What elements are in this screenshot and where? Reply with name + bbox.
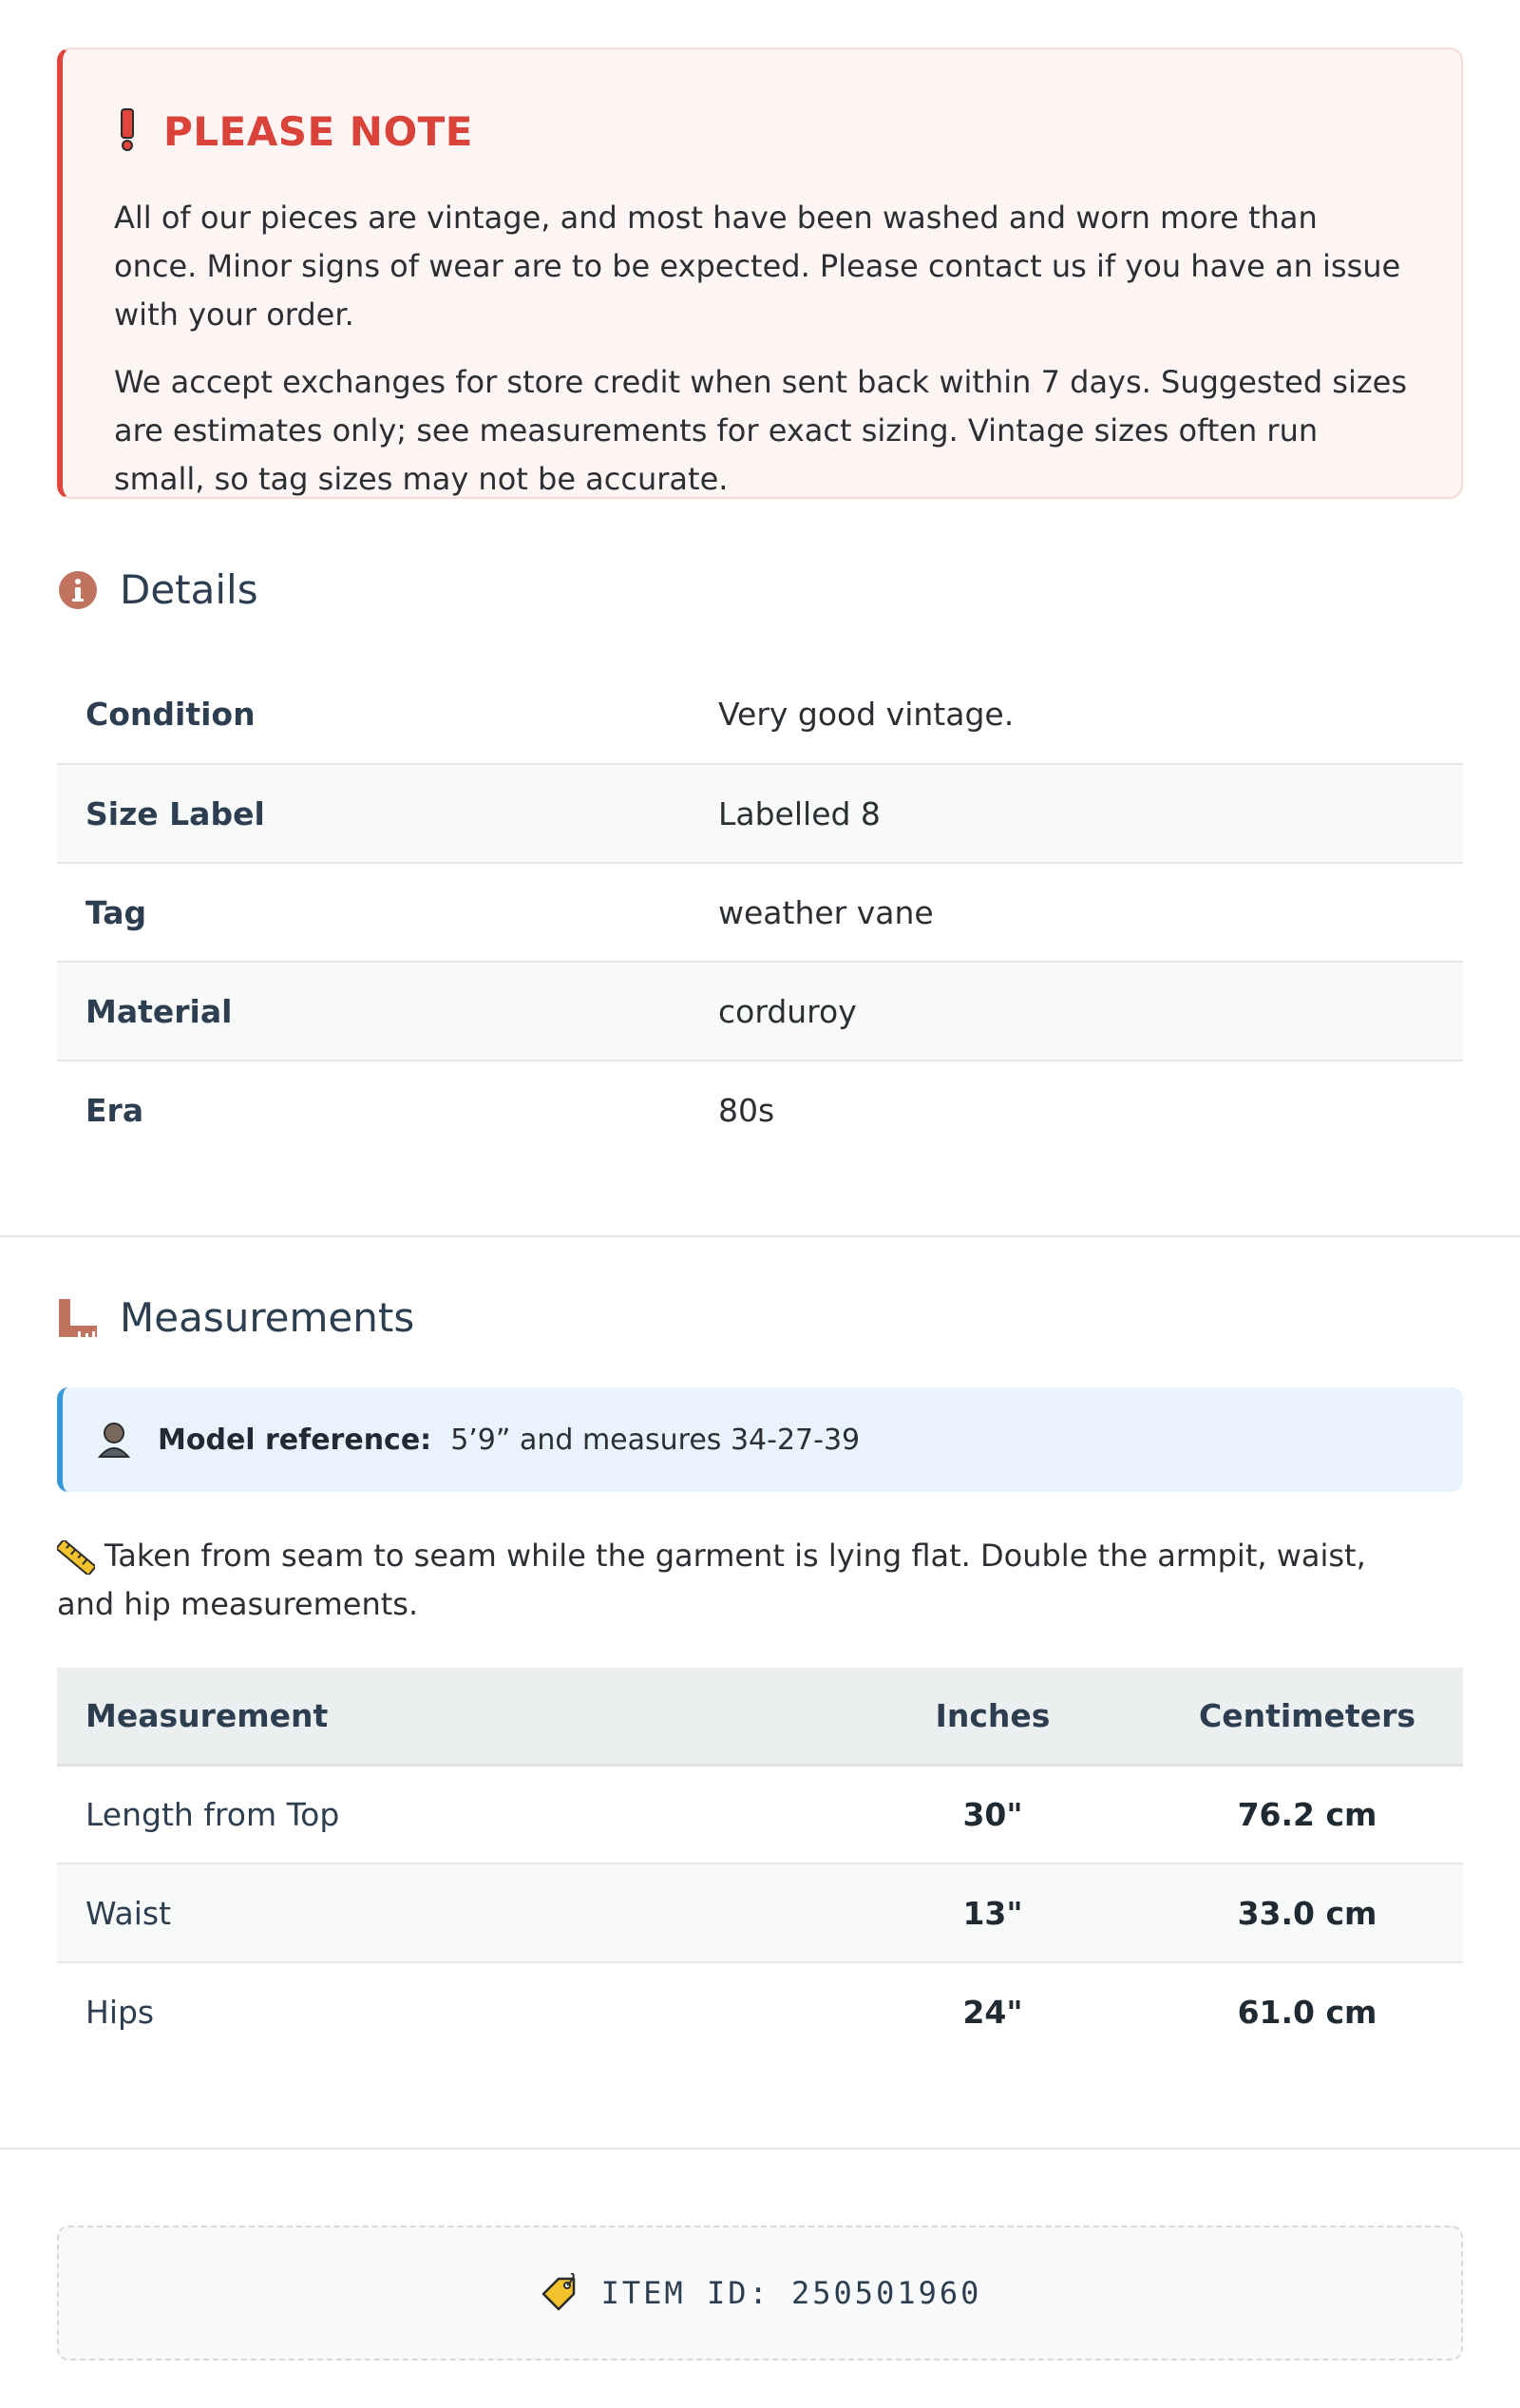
section-divider [0, 1235, 1520, 1237]
measurement-cm: 76.2 cm [1151, 1765, 1463, 1863]
details-header [57, 566, 258, 613]
measurement-name: Waist [57, 1863, 834, 1962]
notice-header [114, 103, 1410, 160]
table-row [57, 1962, 1463, 2061]
model-reference-label: Model reference: [158, 1423, 432, 1457]
item-id-box [57, 2226, 1463, 2360]
notice-paragraph: We accept exchanges for store credit when sent back within 7 days. Suggested sizes are estimates only; see measurements for exact sizing. Vintage sizes often run small, so tag sizes may not be accurate. [114, 364, 1408, 497]
measurement-note [57, 1532, 1406, 1629]
tag-icon [539, 2272, 580, 2314]
detail-label: Material [57, 962, 690, 1061]
info-circle-icon [57, 569, 99, 611]
item-id-label: ITEM ID: 250501960 [600, 2275, 982, 2311]
ruler-icon [57, 1540, 95, 1575]
notice-paragraph: All of our pieces are vintage, and most have been washed and worn more than once. Minor signs of wear are to be expected. Please contact us if you have an issue with your order. [114, 200, 1401, 333]
column-header: Inches [834, 1668, 1151, 1765]
detail-value: corduroy [690, 962, 1463, 1061]
measurement-name: Hips [86, 1994, 155, 2031]
model-reference-text: 5’9” and measures 34-27-39 [450, 1423, 861, 1457]
details-title: Details [120, 566, 258, 613]
table-row [57, 1863, 1463, 1962]
measurements-title: Measurements [120, 1294, 415, 1341]
measurement-name: Length from Top [57, 1765, 834, 1863]
detail-value: Very good vintage. [690, 665, 1463, 764]
detail-label: Era [86, 1092, 144, 1129]
detail-label: Tag [57, 863, 690, 962]
ruler-combined-icon [57, 1297, 99, 1339]
measurement-inches: 13" [834, 1863, 1151, 1962]
table-row [57, 764, 1463, 863]
measurement-cm: 61.0 cm [1237, 1994, 1378, 2031]
measurements-header [57, 1294, 414, 1341]
model-reference-callout [57, 1387, 1463, 1492]
notice-title: PLEASE NOTE [163, 107, 473, 155]
measurement-cm: 33.0 cm [1151, 1863, 1463, 1962]
column-header: Measurement [57, 1668, 834, 1765]
detail-value: 80s [718, 1092, 775, 1129]
table-header-row [57, 1668, 1463, 1765]
measurement-inches: 24" [962, 1994, 1023, 2031]
column-header: Centimeters [1151, 1668, 1463, 1765]
person-icon [95, 1419, 133, 1461]
please-note-panel [57, 48, 1463, 499]
table-row [57, 1061, 1463, 1159]
detail-value: weather vane [690, 863, 1463, 962]
section-divider [0, 2148, 1520, 2150]
measurement-note-text: Taken from seam to seam while the garment is lying flat. Double the armpit, waist, and hip measurements. [57, 1538, 1366, 1622]
measurement-inches: 30" [834, 1765, 1151, 1863]
detail-label: Size Label [57, 764, 690, 863]
detail-value: Labelled 8 [690, 764, 1463, 863]
table-row [57, 962, 1463, 1061]
table-row [57, 665, 1463, 764]
table-row [57, 863, 1463, 962]
details-table [57, 665, 1463, 1159]
detail-label: Condition [57, 665, 690, 764]
table-row [57, 1765, 1463, 1863]
exclamation-icon [114, 107, 141, 155]
measurements-table [57, 1668, 1463, 2061]
